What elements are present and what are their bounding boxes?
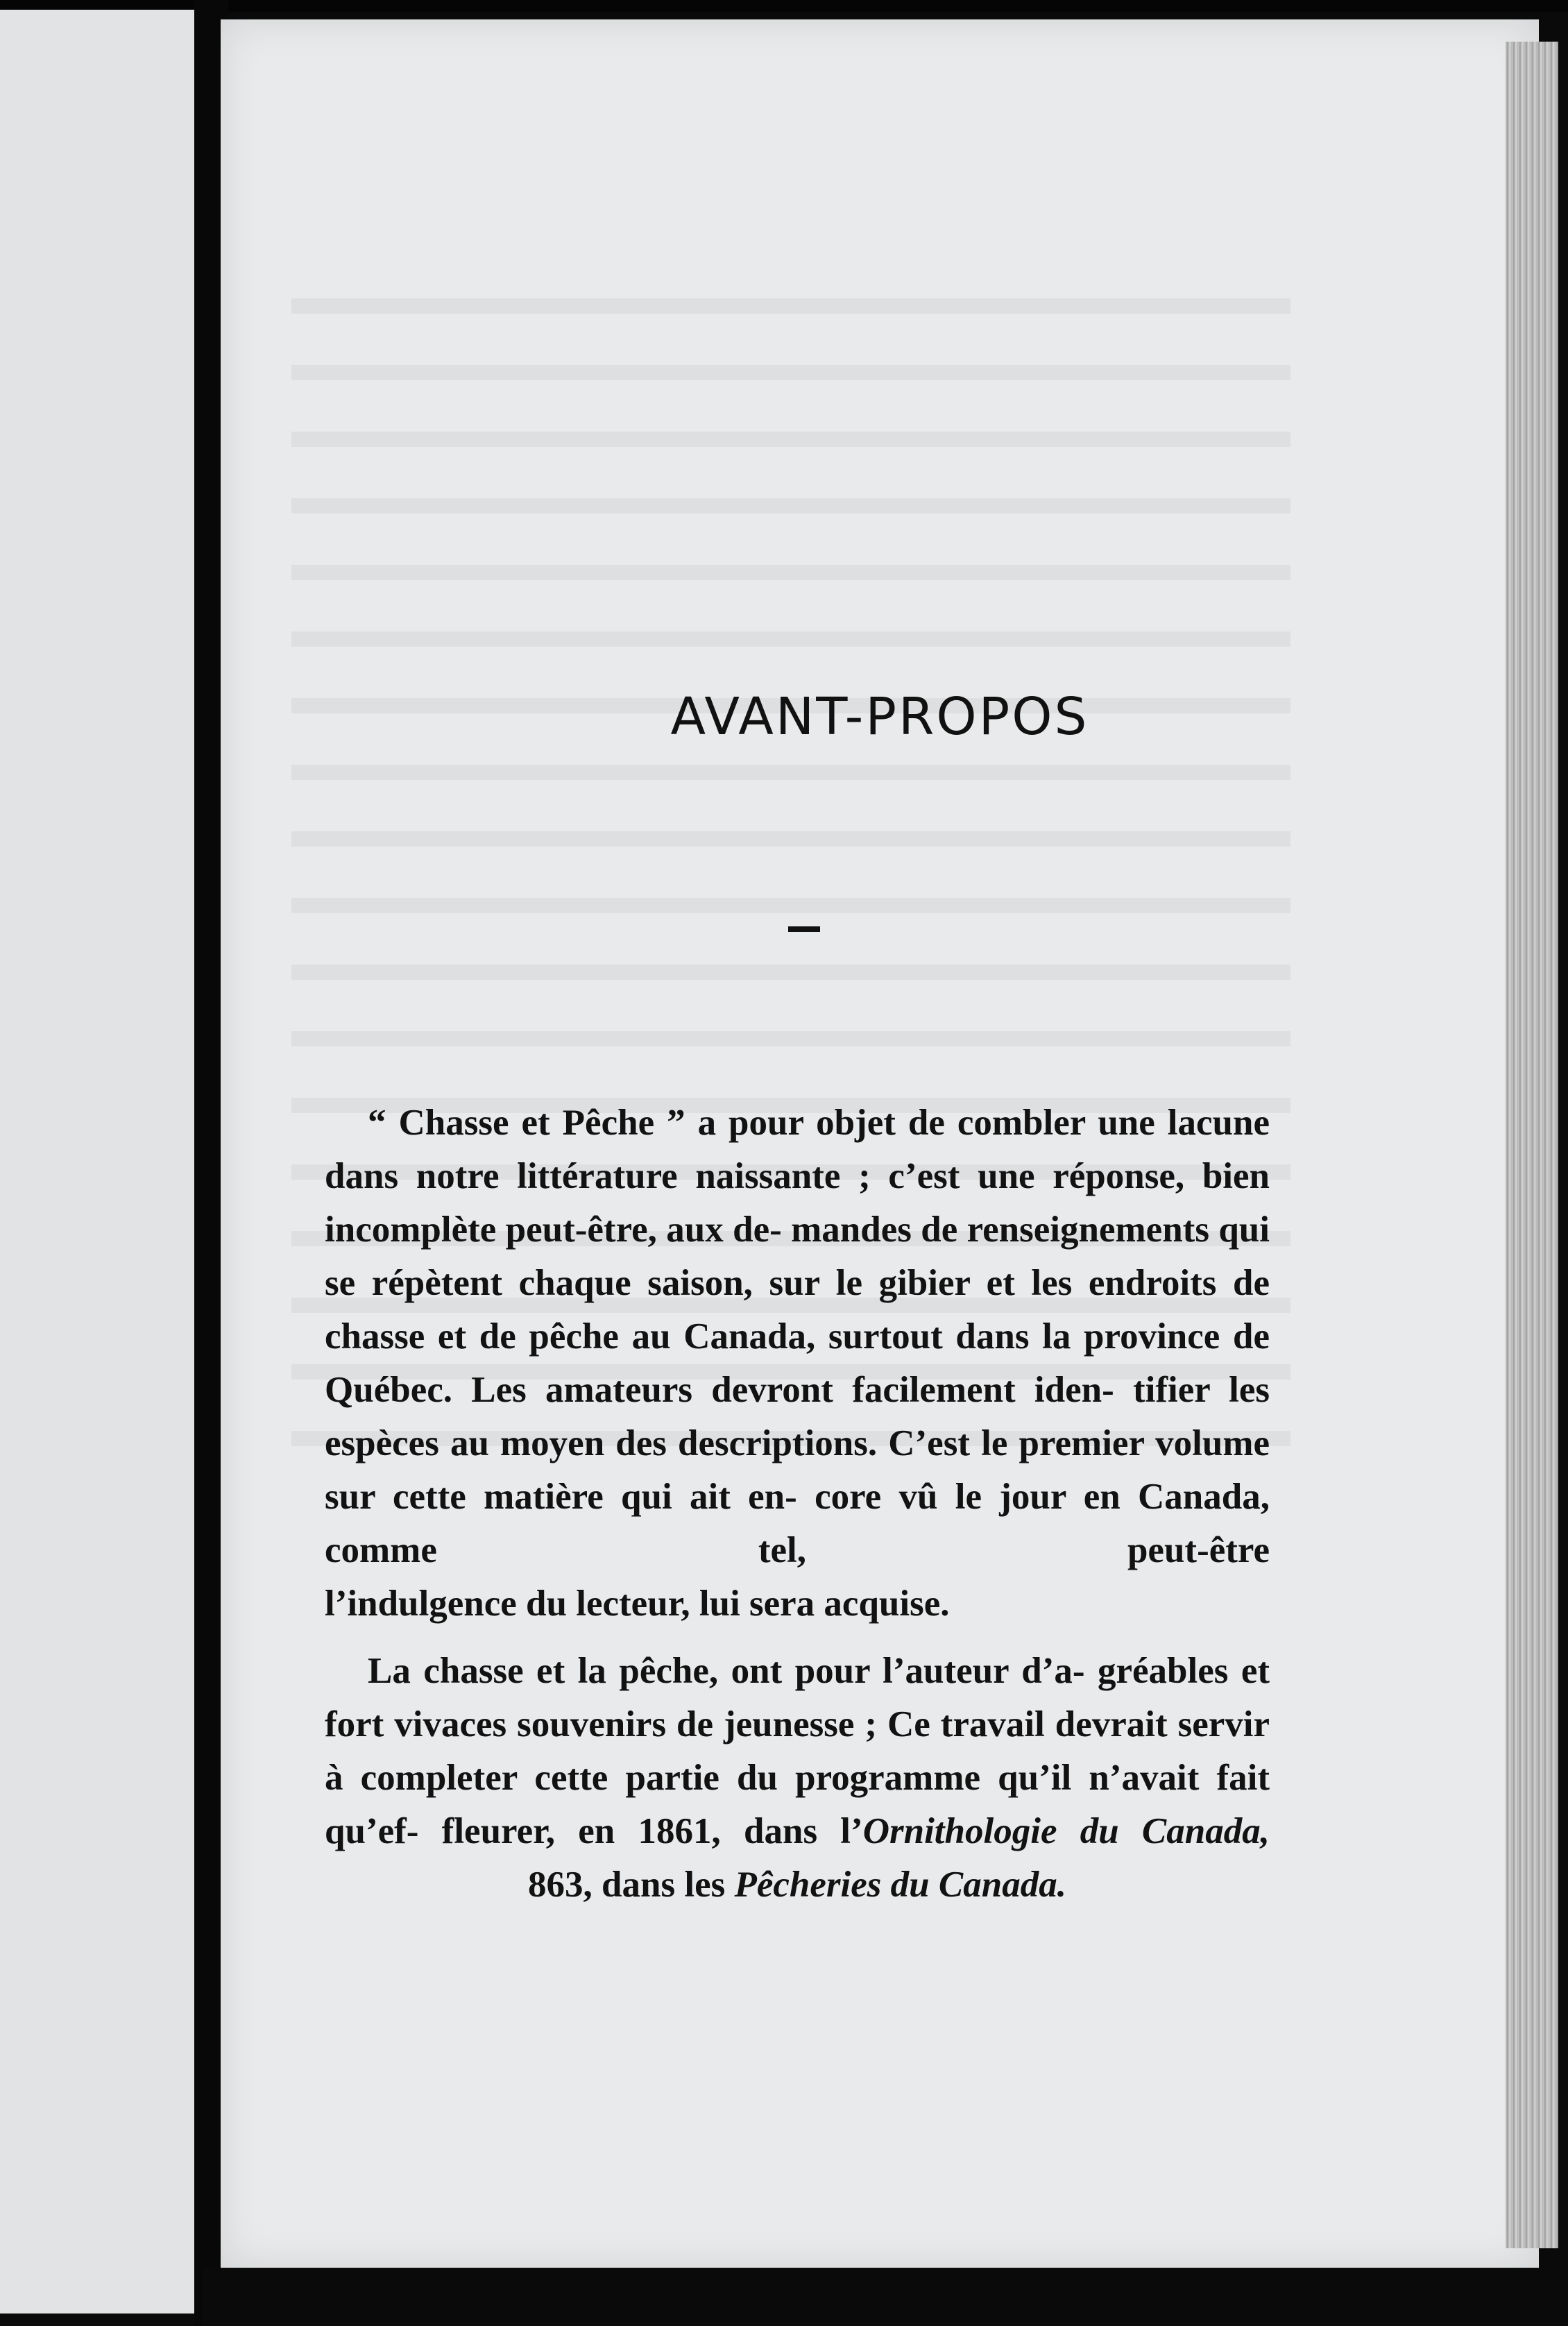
text-line: partie du programme qu’il n’avait fait qu’ef- <box>325 1758 1270 1851</box>
paragraph-1 <box>325 1096 1270 1577</box>
text-line: l’indulgence du lecteur, lui sera acquise. <box>325 1584 950 1624</box>
paragraph-1-last-line <box>325 1577 1270 1631</box>
previous-page-edge <box>0 10 203 2314</box>
text-line: de pêche au Canada, surtout dans la province de <box>479 1316 1270 1357</box>
scan-bottom-border <box>203 2268 1568 2326</box>
text-line: le premier volume sur cette matière qui ait en- <box>325 1423 1270 1517</box>
paragraph-2 <box>325 1645 1270 1858</box>
page-title: AVANT-PROPOS <box>670 687 1089 747</box>
page-stack-edge <box>1506 42 1558 2248</box>
text-line: mandes de renseignements qui se répètent chaque <box>325 1209 1270 1303</box>
text-line: gréables et fort vivaces souvenirs de jeunesse ; <box>325 1651 1270 1744</box>
text-line: tifier les espèces au moyen des descriptions. C’est <box>325 1370 1270 1463</box>
text-line: “ Chasse et Pêche ” a pour objet de combler <box>368 1103 1086 1143</box>
text-line: Ce travail devrait servir à completer cette <box>325 1704 1270 1798</box>
text-line: La chasse et la pêche, ont pour l’auteur d’a- <box>368 1651 1085 1691</box>
italic-title-ornithologie: Ornithologie du Canada, <box>862 1811 1270 1851</box>
italic-title-pecheries: Pêcheries du Canada. <box>734 1865 1066 1905</box>
text-line: fleurer, en 1861, dans l’ <box>441 1811 863 1851</box>
text-line: une lacune dans notre littérature naissante ; c’est <box>325 1103 1270 1196</box>
scan-top-border <box>0 0 1568 12</box>
text-line: 863, dans les <box>528 1865 735 1905</box>
title-rule <box>788 926 820 932</box>
foreword-body <box>325 1096 1270 1912</box>
text-line: une réponse, bien incomplète peut-être, aux de- <box>325 1156 1270 1250</box>
paragraph-2-last-line <box>325 1858 1270 1912</box>
text-line: saison, sur le gibier et les endroits de chasse et <box>325 1263 1270 1357</box>
text-line: Québec. Les amateurs devront facilement iden- <box>325 1370 1114 1410</box>
text-line: core vû le jour en Canada, comme tel, peut-être <box>325 1477 1270 1570</box>
